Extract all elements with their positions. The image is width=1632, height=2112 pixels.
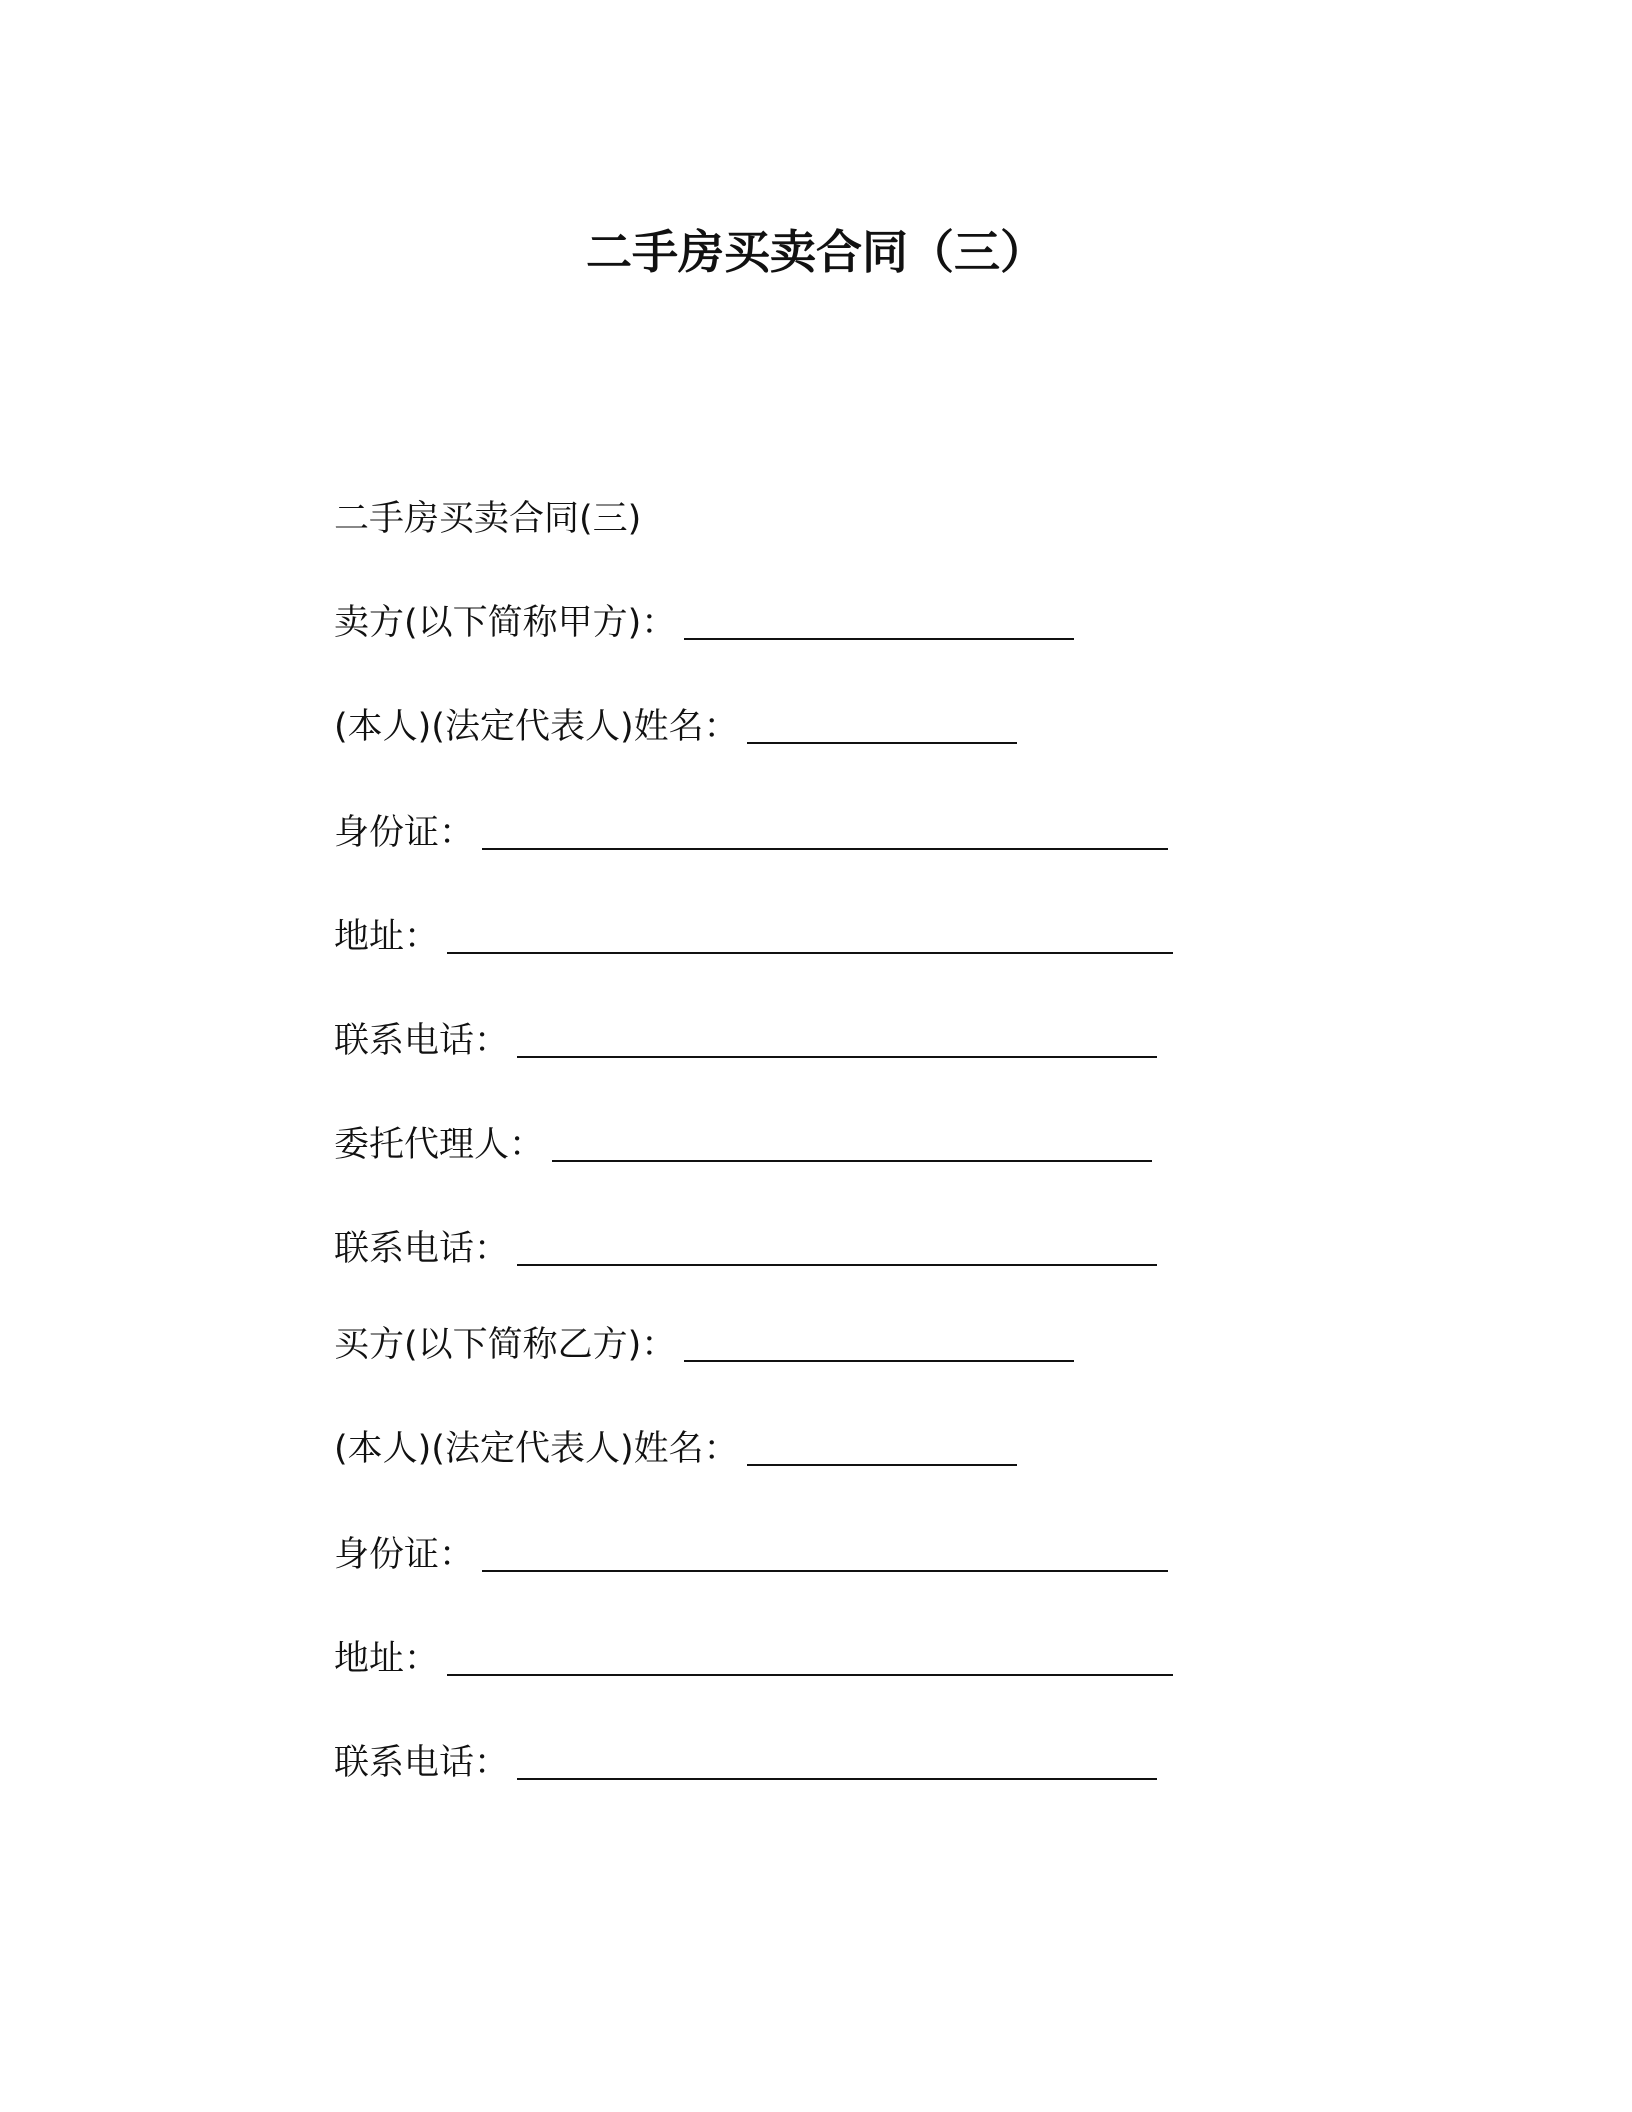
buyer-name-line bbox=[334, 1426, 1017, 1472]
buyer-id-label: 身份证： bbox=[334, 1535, 475, 1575]
seller-id-blank[interactable] bbox=[482, 816, 1168, 850]
seller-agent-phone-label: 联系电话： bbox=[334, 1229, 510, 1269]
seller-agent-phone-blank[interactable] bbox=[517, 1232, 1157, 1266]
seller-address-line bbox=[334, 914, 1173, 960]
seller-agent-phone-line bbox=[334, 1226, 1157, 1272]
seller-address-blank[interactable] bbox=[447, 920, 1173, 954]
contract-subtitle-text: 二手房买卖合同(三) bbox=[334, 499, 642, 539]
seller-agent-line bbox=[334, 1122, 1152, 1168]
seller-phone-line bbox=[334, 1018, 1157, 1064]
seller-agent-label: 委托代理人： bbox=[334, 1125, 545, 1165]
buyer-party-line bbox=[334, 1322, 1074, 1368]
seller-phone-label: 联系电话： bbox=[334, 1021, 510, 1061]
seller-name-line bbox=[334, 704, 1017, 750]
page-title: 二手房买卖合同（三） bbox=[586, 225, 1046, 279]
seller-name-label: (本人)(法定代表人)姓名： bbox=[334, 707, 739, 747]
buyer-party-label: 买方(以下简称乙方)： bbox=[334, 1325, 677, 1365]
buyer-id-blank[interactable] bbox=[482, 1538, 1168, 1572]
seller-id-label: 身份证： bbox=[334, 813, 475, 853]
seller-party-blank[interactable] bbox=[684, 606, 1074, 640]
seller-address-label: 地址： bbox=[334, 917, 440, 957]
buyer-address-blank[interactable] bbox=[447, 1642, 1173, 1676]
buyer-name-blank[interactable] bbox=[747, 1432, 1017, 1466]
seller-agent-blank[interactable] bbox=[552, 1128, 1152, 1162]
buyer-phone-label: 联系电话： bbox=[334, 1743, 510, 1783]
seller-id-line bbox=[334, 810, 1168, 856]
buyer-address-line bbox=[334, 1636, 1173, 1682]
buyer-party-blank[interactable] bbox=[684, 1328, 1074, 1362]
buyer-phone-blank[interactable] bbox=[517, 1746, 1157, 1780]
seller-phone-blank[interactable] bbox=[517, 1024, 1157, 1058]
buyer-phone-line bbox=[334, 1740, 1157, 1786]
buyer-name-label: (本人)(法定代表人)姓名： bbox=[334, 1429, 739, 1469]
seller-party-line bbox=[334, 600, 1074, 646]
contract-subtitle bbox=[334, 496, 641, 542]
buyer-address-label: 地址： bbox=[334, 1639, 440, 1679]
seller-party-label: 卖方(以下简称甲方)： bbox=[334, 603, 677, 643]
seller-name-blank[interactable] bbox=[747, 710, 1017, 744]
buyer-id-line bbox=[334, 1532, 1168, 1578]
